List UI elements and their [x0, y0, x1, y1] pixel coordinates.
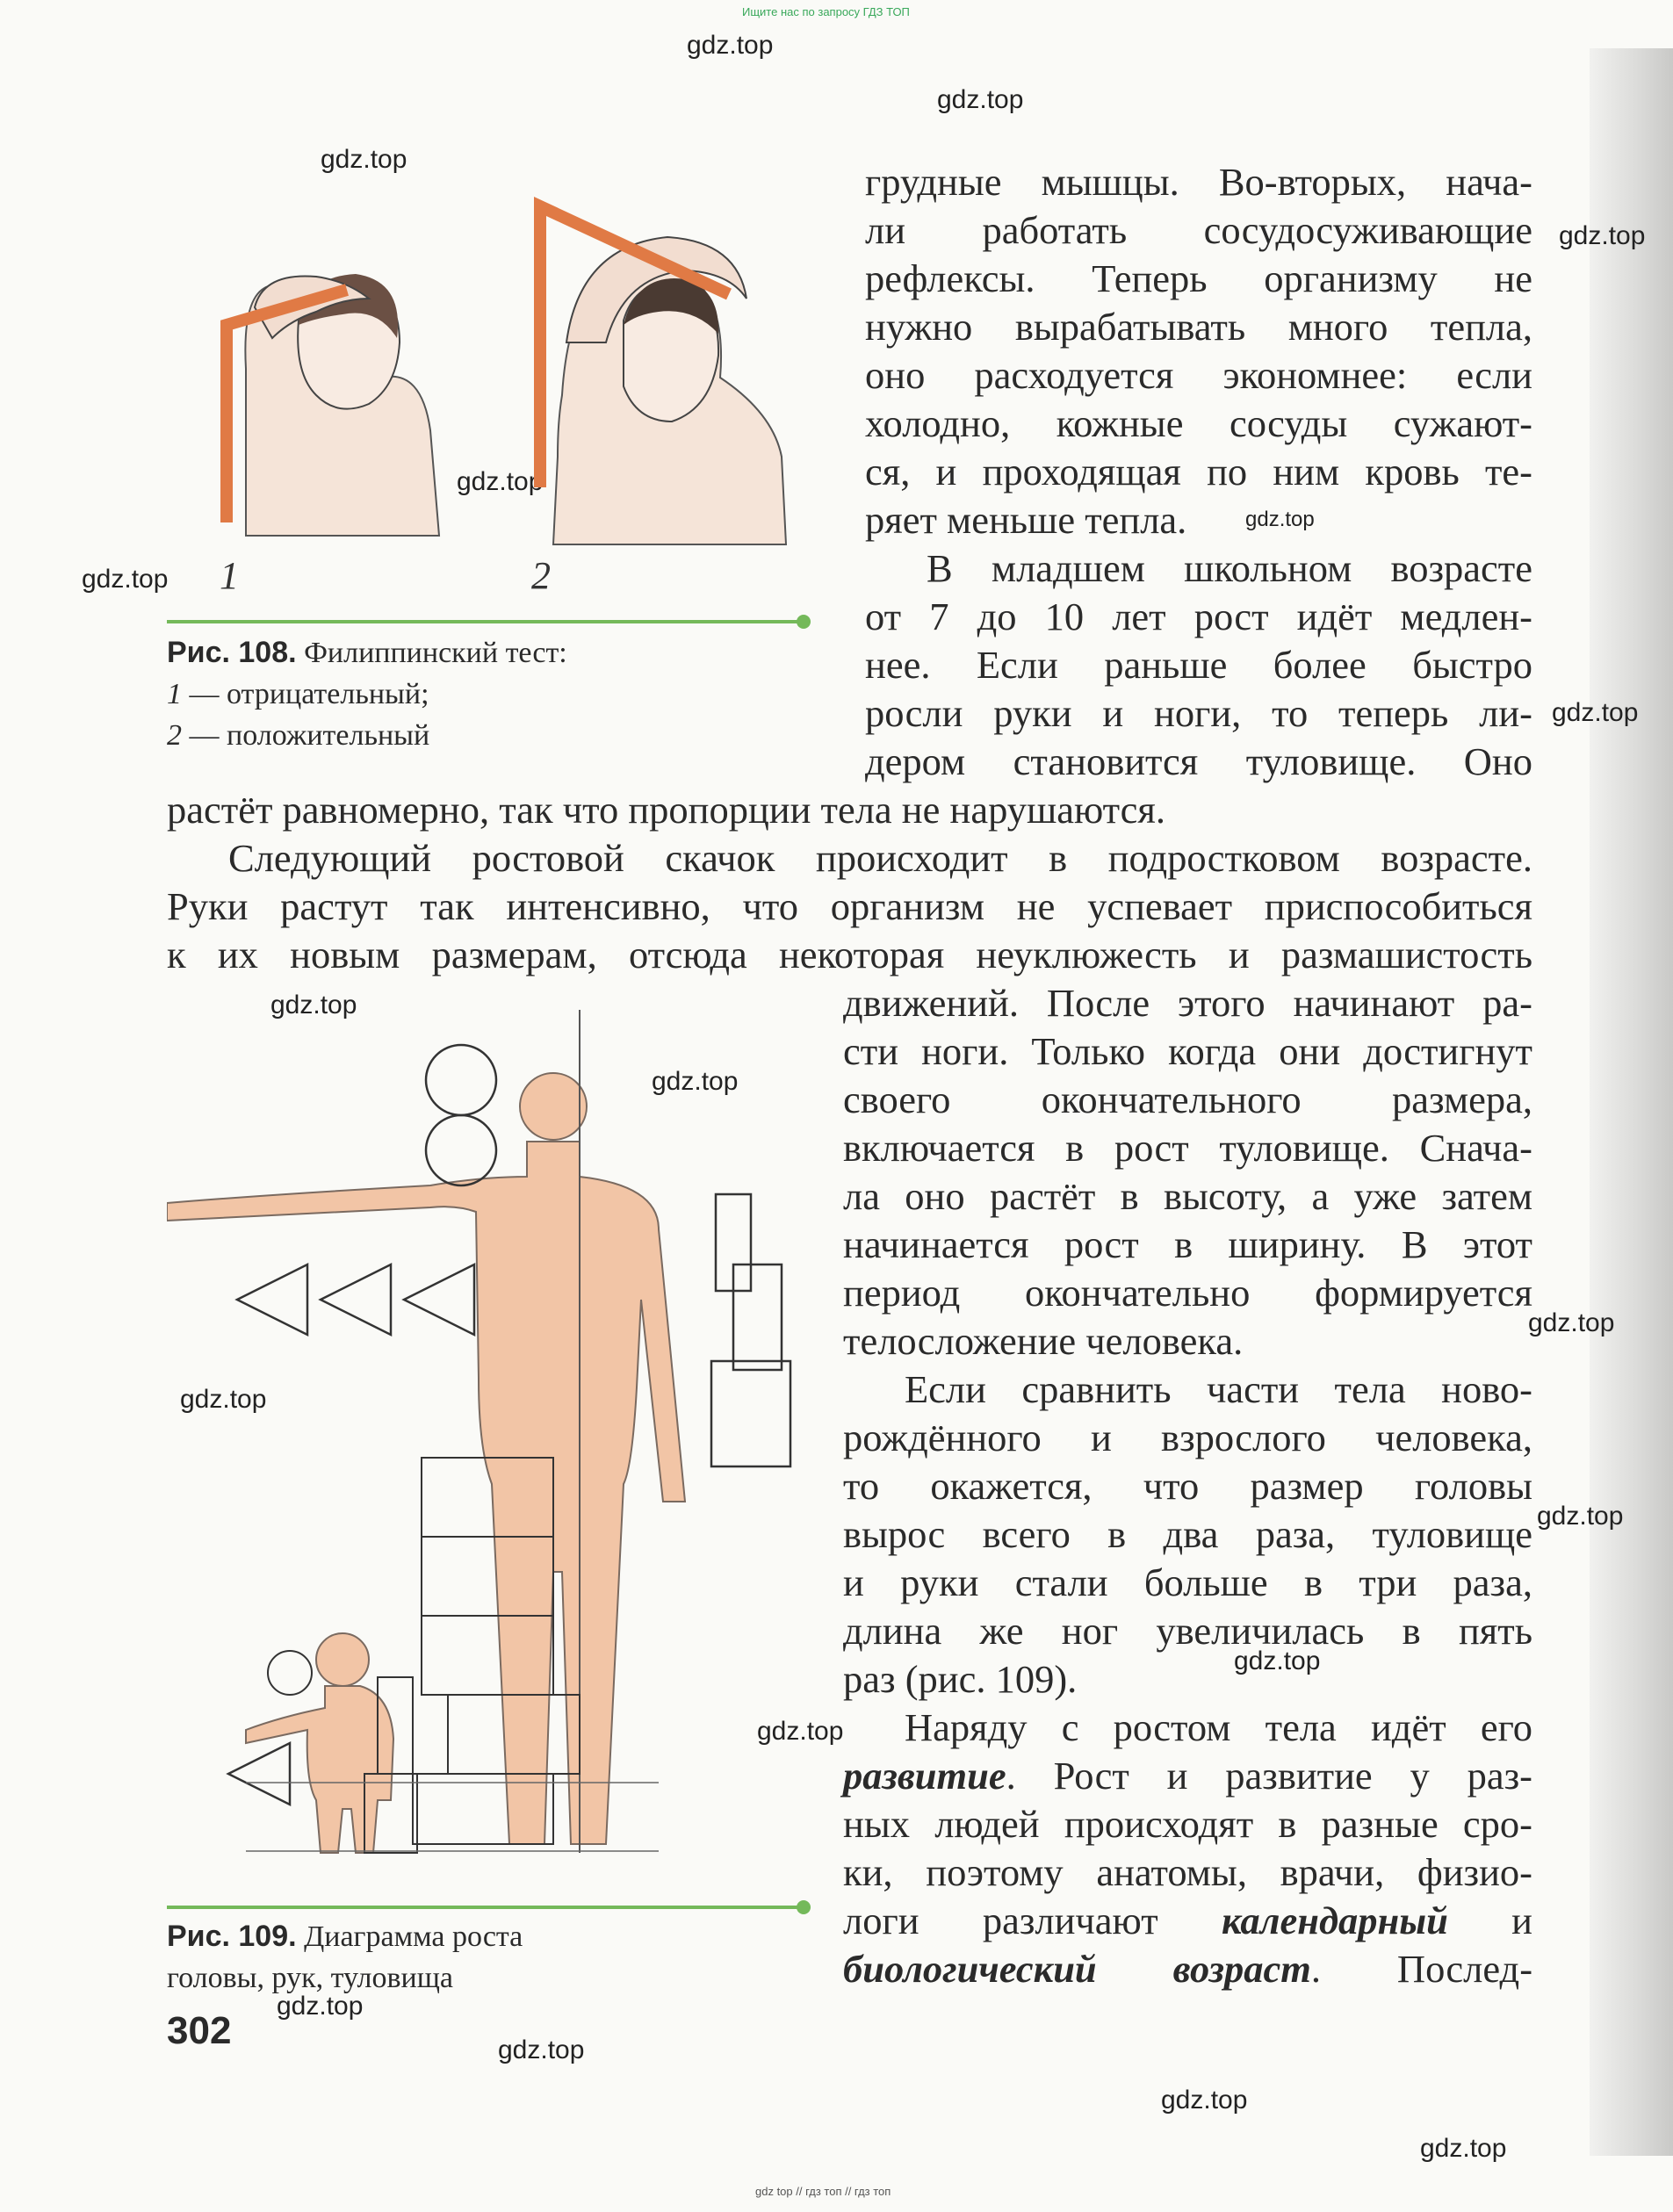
- text-line: [843, 1752, 1532, 1800]
- watermark: gdz.top: [937, 85, 1024, 114]
- text-line: Если сравнить части тела ново-: [905, 1367, 1532, 1411]
- text-line: растёт равномерно, так что пропорции тела не нарушаются.: [167, 788, 1165, 832]
- text-line: включается в рост туловище. Снача-: [843, 1126, 1532, 1170]
- fig108-item2-num: 2: [167, 719, 182, 752]
- fig108-item1-num: 1: [167, 678, 182, 710]
- page-number: 302: [167, 2009, 232, 2052]
- watermark: gdz.top: [1234, 1646, 1321, 1675]
- watermark: gdz.top: [321, 145, 407, 174]
- body-text-right-2: [843, 979, 1532, 1993]
- watermark: gdz.top: [1161, 2086, 1248, 2115]
- text-line: ки, поэтому анатомы, врачи, физио-: [843, 1850, 1532, 1894]
- text-line: рождённого и взрослого человека,: [843, 1416, 1532, 1459]
- text-line: ли работать сосудосуживающие: [865, 208, 1532, 252]
- text-line: Руки растут так интенсивно, что организм не успевает приспособиться: [167, 884, 1532, 928]
- figure-109-caption: [167, 1916, 523, 1999]
- text-line: Наряду с ростом тела идёт его: [905, 1705, 1532, 1749]
- caption-rule-108: [167, 620, 804, 623]
- text-line: движений. После этого начинают ра-: [843, 981, 1532, 1025]
- watermark: gdz.top: [498, 2035, 585, 2064]
- text-line: ных людей происходят в разные сро-: [843, 1802, 1532, 1846]
- text-line: период окончательно формируется: [843, 1271, 1532, 1315]
- text-line: рефлексы. Теперь организму не: [865, 256, 1532, 300]
- text-line: нужно вырабатывать много тепла,: [865, 305, 1532, 349]
- watermark: gdz.top: [1528, 1308, 1615, 1337]
- figure-marker-1: 1: [220, 554, 239, 597]
- text-line: грудные мышцы. Во-вторых, нача-: [865, 160, 1532, 204]
- caption-rule-109: [167, 1906, 804, 1909]
- text-fragment: и: [1447, 1899, 1532, 1942]
- text-line: телосложение человека.: [843, 1319, 1244, 1363]
- text-line: Следующий ростовой скачок происходит в подростковом возрасте.: [228, 836, 1532, 880]
- text-line: оно расходуется экономнее: если: [865, 353, 1532, 397]
- watermark: gdz.top: [757, 1717, 844, 1746]
- watermark: gdz.top: [1245, 508, 1315, 531]
- watermark: gdz.top: [1552, 698, 1639, 727]
- text-line: длина же ног увеличилась в пять: [843, 1609, 1532, 1653]
- figure-108-caption: [167, 632, 567, 756]
- watermark: gdz.top: [82, 565, 169, 594]
- figure-108-illustration: [167, 167, 843, 606]
- watermark: gdz.top: [687, 31, 774, 60]
- watermark: gdz.top: [457, 467, 544, 496]
- header-note: Ищите нас по запросу ГДЗ ТОП: [742, 5, 910, 18]
- text-line: [843, 1945, 1532, 1993]
- fig108-title: Филиппинский тест:: [296, 637, 567, 669]
- figure-marker-2: 2: [531, 554, 551, 597]
- text-line: ряет меньше тепла.: [865, 498, 1187, 542]
- fig109-label: Рис. 109.: [167, 1920, 297, 1953]
- text-line: сти ноги. Только когда они достигнут: [843, 1029, 1532, 1073]
- text-line: своего окончательного размера,: [843, 1077, 1532, 1121]
- text-line: В младшем школьном возрасте: [927, 546, 1532, 590]
- watermark: gdz.top: [180, 1385, 267, 1414]
- watermark: gdz.top: [277, 1992, 364, 2021]
- text-line: и руки стали больше в три раза,: [843, 1560, 1532, 1604]
- body-text-full: [167, 786, 1532, 979]
- text-line: то окажется, что размер головы: [843, 1464, 1532, 1508]
- figure-109-diagram: [167, 1010, 834, 1870]
- text-line: ся, и проходящая по ним кровь те-: [865, 450, 1532, 494]
- watermark: gdz.top: [652, 1067, 739, 1096]
- footer-note: gdz top // гдз топ // гдз топ: [755, 2185, 891, 2198]
- text-fragment: . Послед-: [1310, 1947, 1533, 1991]
- text-line: начинается рост в ширину. В этот: [843, 1222, 1532, 1266]
- fig108-label: Рис. 108.: [167, 636, 297, 669]
- term-calendar-age: календарный: [1221, 1899, 1448, 1942]
- text-line: от 7 до 10 лет рост идёт медлен-: [865, 594, 1532, 638]
- text-line: ла оно растёт в высоту, а уже затем: [843, 1174, 1532, 1218]
- text-fragment: . Рост и развитие у раз-: [1006, 1754, 1532, 1798]
- text-line: дером становится туловище. Оно: [865, 739, 1532, 783]
- watermark: gdz.top: [1537, 1502, 1624, 1531]
- text-line: нее. Если раньше более быстро: [865, 643, 1532, 687]
- man-figure: [553, 237, 786, 544]
- fig109-line2: головы, рук, туловища: [167, 1962, 453, 1994]
- fig109-title: Диаграмма роста: [296, 1920, 523, 1953]
- watermark: gdz.top: [1559, 221, 1646, 250]
- watermark: gdz.top: [1420, 2134, 1507, 2163]
- text-line: к их новым размерам, отсюда некоторая неуклюжесть и размашистость: [167, 933, 1532, 976]
- body-text-right-1: [865, 158, 1532, 786]
- page-edge-shadow: [1590, 48, 1673, 2156]
- text-line: холодно, кожные сосуды сужают-: [865, 401, 1532, 445]
- text-fragment: логи различают: [843, 1899, 1222, 1942]
- text-line: [843, 1897, 1532, 1945]
- text-line: росли руки и ноги, то теперь ли-: [865, 691, 1532, 735]
- term-razvitie: развитие: [843, 1754, 1006, 1798]
- term-biological-age: биологический возраст: [843, 1947, 1311, 1991]
- text-line: вырос всего в два раза, туловище: [843, 1512, 1532, 1556]
- fig108-item1-text: — отрицательный;: [182, 678, 429, 710]
- fig108-item2-text: — положительный: [182, 719, 430, 752]
- watermark: gdz.top: [270, 991, 357, 1020]
- text-line: раз (рис. 109).: [843, 1657, 1078, 1701]
